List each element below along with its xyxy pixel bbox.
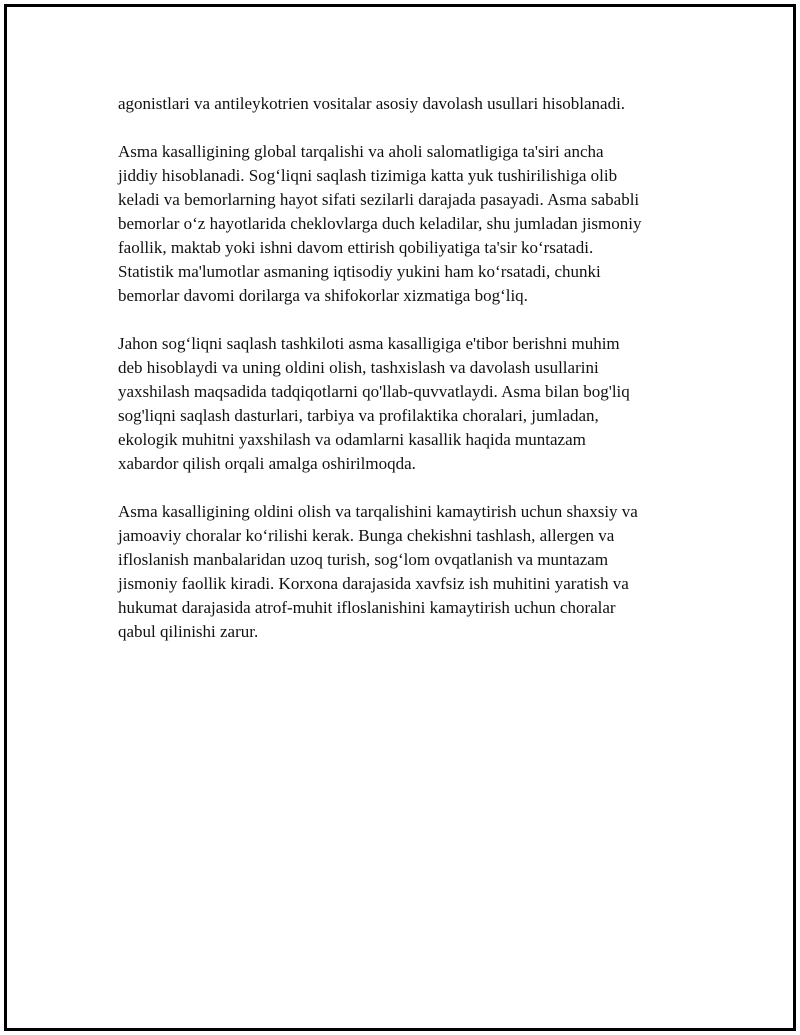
paragraph-intro: agonistlari va antileykotrien vositalar asosiy davolash usullari hisoblanadi. xyxy=(118,94,626,113)
paragraph-prevention: Asma kasalligining oldini olish va tarqalishini kamaytirish uchun shaxsiy va jamoaviy choralar ko‘rilishi kerak. Bunga chekishni tashlash, allergen va ifloslanish manbalaridan uzoq turish, sog‘lom ovqatlanish va muntazam jismoniy faollik kiradi. Korxona darajasida xavfsiz ish muhitini yaratish va hukumat darajasida atrof-muhit ifloslanishini kamaytirish uchun choralar qabul qilinishi zarur. xyxy=(118,502,638,641)
paragraph-who: Jahon sog‘liqni saqlash tashkiloti asma kasalligiga e'tibor berishni muhim deb hisoblaydi va uning oldini olish, tashxislash va davolash usullarini yaxshilash maqsadida tadqiqotlarni qo'llab-quvvatlaydi. Asma bilan bog'liq sog'liqni saqlash dasturlari, tarbiya va profilaktika choralari, jumladan, ekologik muhitni yaxshilash va odamlarni kasallik haqida muntazam xabardor qilish orqali amalga oshirilmoqda. xyxy=(118,334,630,473)
document-body xyxy=(118,92,698,668)
paragraph-global-impact: Asma kasalligining global tarqalishi va aholi salomatligiga ta'siri ancha jiddiy hisoblanadi. Sog‘liqni saqlash tizimiga katta yuk tushirilishiga olib keladi va bemorlarning hayot sifati sezilarli darajada pasayadi. Asma sababli bemorlar o‘z hayotlarida cheklovlarga duch keladilar, shu jumladan jismoniy faollik, maktab yoki ishni davom ettirish qobiliyatiga ta'sir ko‘rsatadi. Statistik ma'lumotlar asmaning iqtisodiy yukini ham ko‘rsatadi, chunki bemorlar davomi dorilarga va shifokorlar xizmatiga bog‘liq. xyxy=(118,142,642,305)
